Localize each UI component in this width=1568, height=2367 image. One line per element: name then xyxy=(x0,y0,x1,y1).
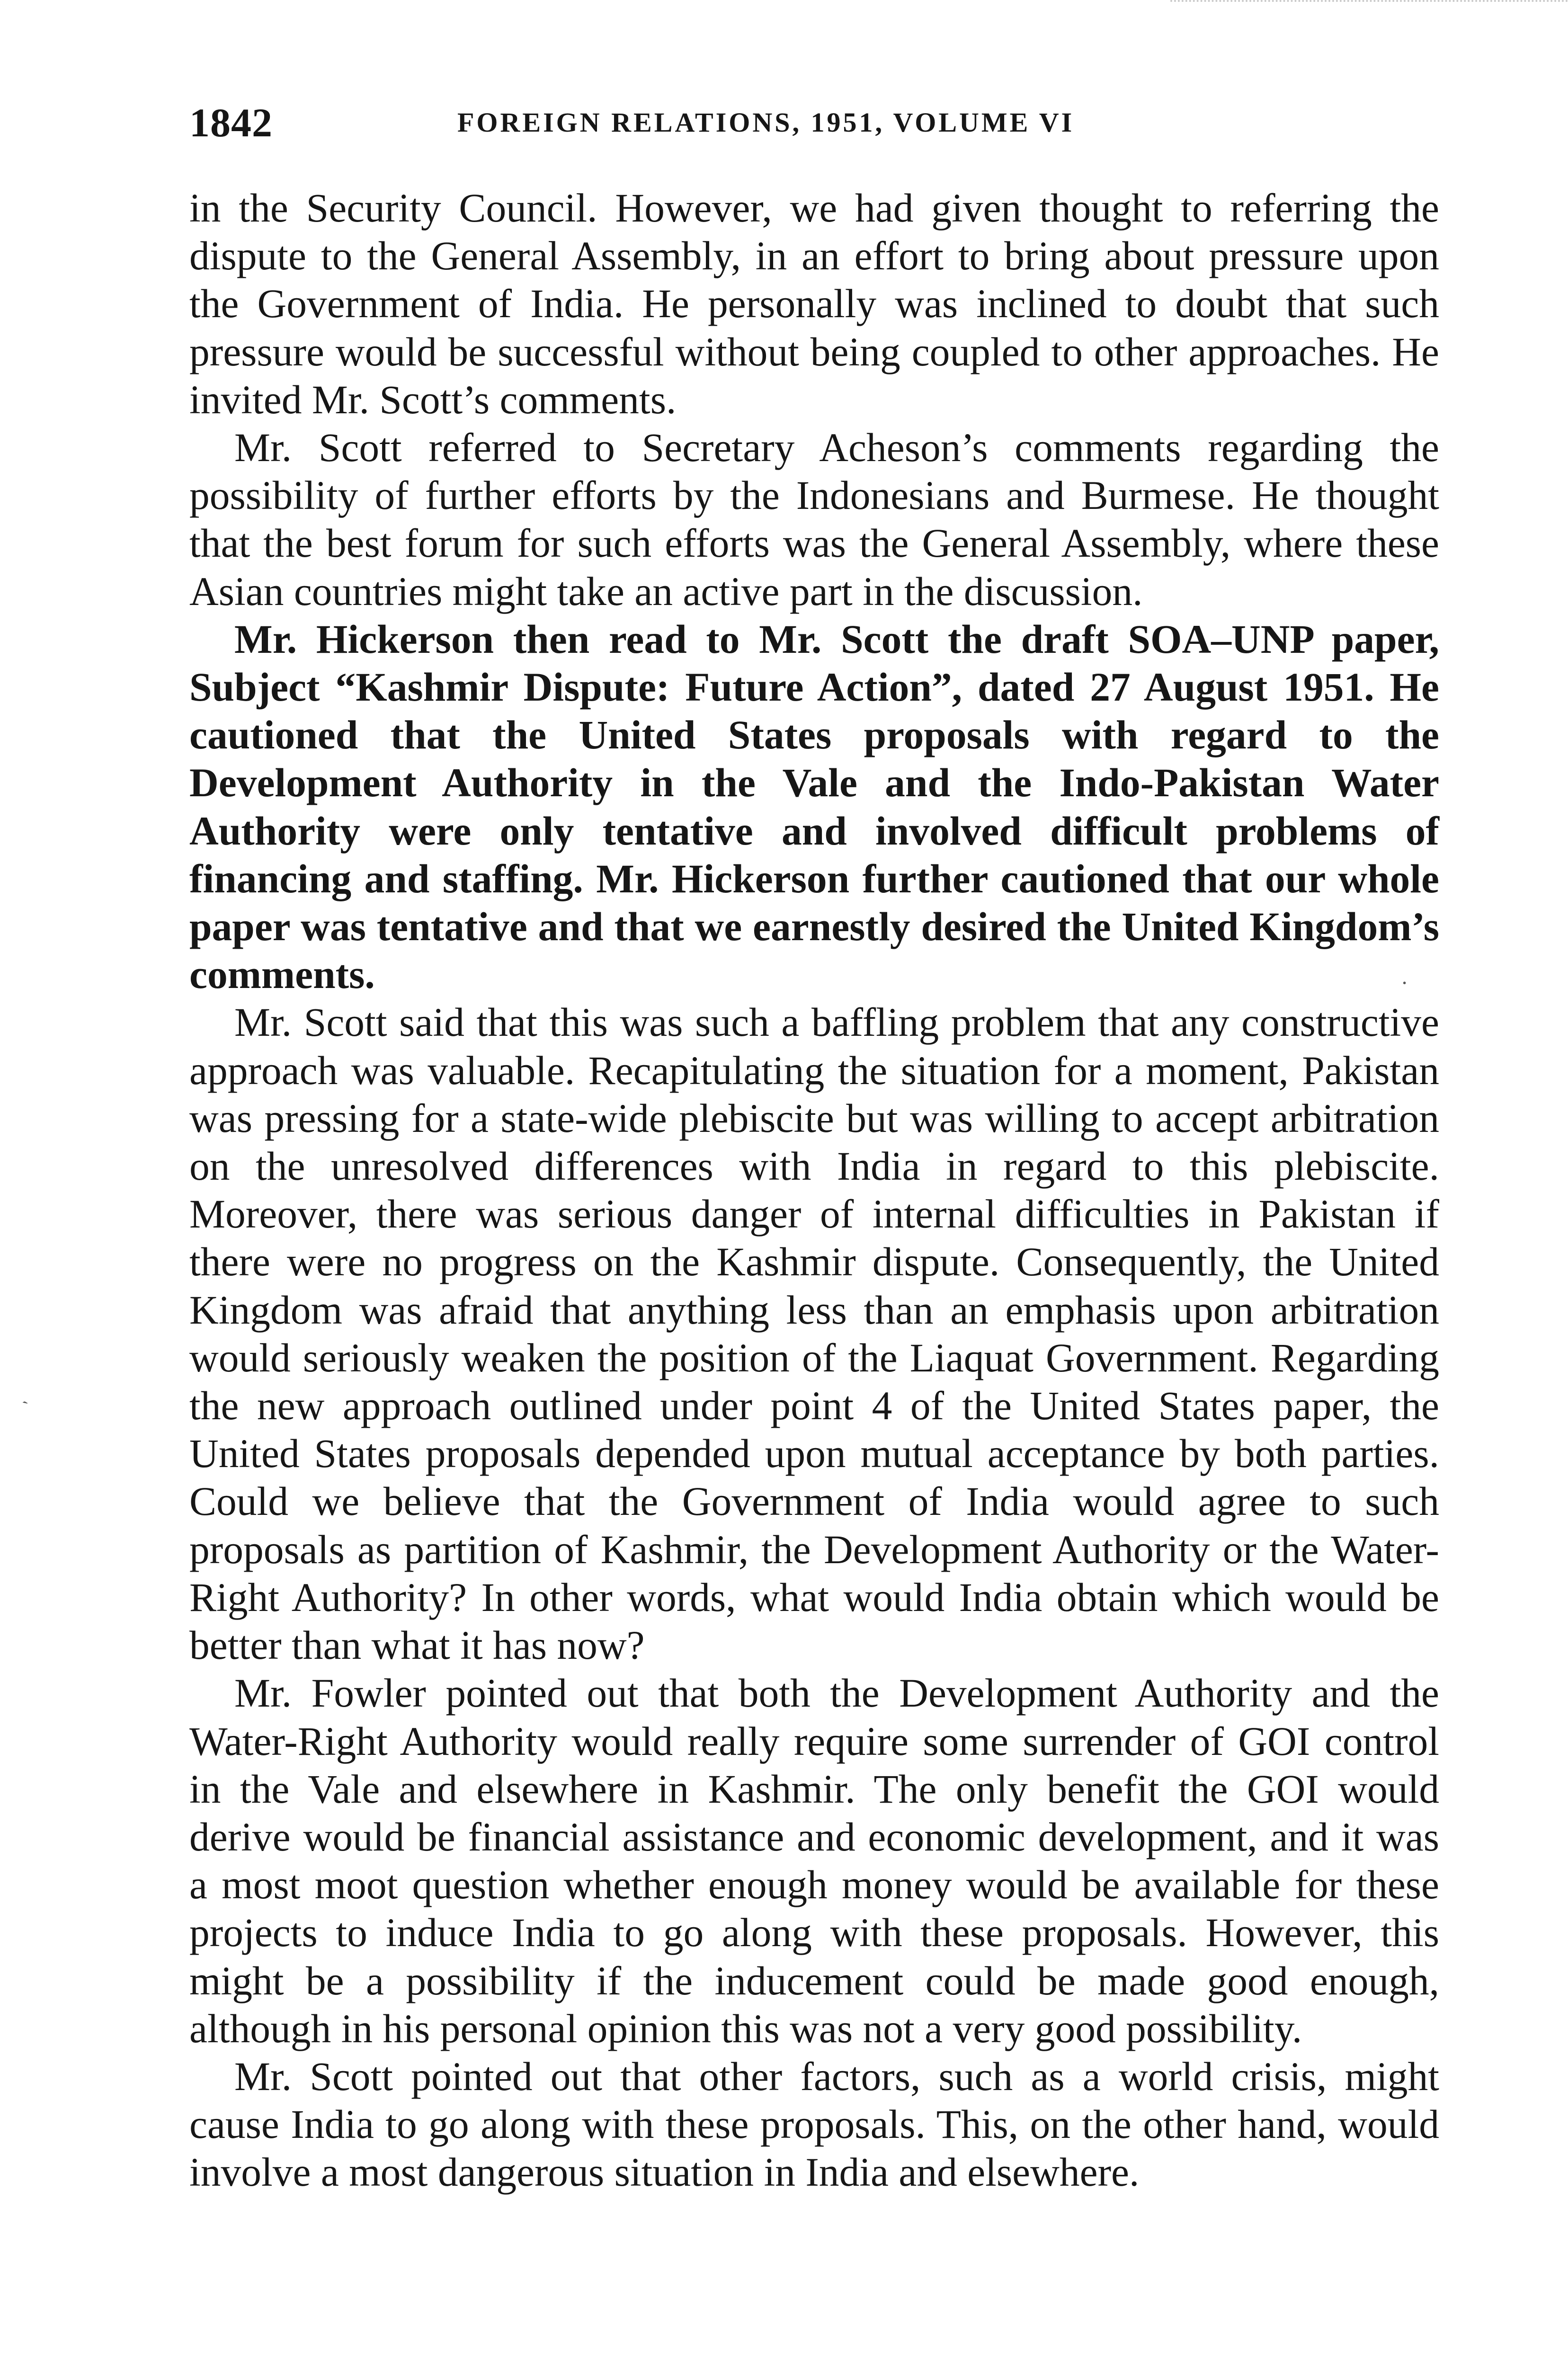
paragraph-scott-baffling: Mr. Scott said that this was such a baffling problem that any constructive approach was valuable. Recapitulating the situation for a moment, Pakistan was pressing for a state-wide plebiscite but was willing to accept arbitration on the unresolved differences with India in regard to this plebiscite. Moreover, there was serious danger of internal difficulties in Pakistan if there were no progress on the Kashmir dispute. Consequently, the United Kingdom was afraid that anything less than an emphasis upon arbitration would seriously weaken the position of the Liaquat Government. Regarding the new approach outlined under point 4 of the United States paper, the United States proposals depended upon mutual acceptance by both parties. Could we believe that the Government of India would agree to such proposals as partition of Kashmir, the Development Authority or the Water-Right Authority? In other words, what would India obtain which would be better than what it has now? xyxy=(189,1000,1439,1668)
running-head: FOREIGN RELATIONS, 1951, VOLUME VI xyxy=(457,107,1075,138)
paragraph-fowler: Mr. Fowler pointed out that both the Development Authority and the Water-Right Authority would really require some surrender of GOI control in the Vale and elsewhere in Kashmir. The only benefit the GOI would derive would be financial assistance and economic development, and it was a most moot question whether enough money would be available for these projects to induce India to go along with these proposals. However, this might be a possibility if the inducement could be made good enough, although in his personal opinion this was not a very good possibility. xyxy=(189,1671,1439,2051)
page-header xyxy=(189,95,1439,151)
paragraph-continued: in the Security Council. However, we had given thought to referring the dispute to the General Assembly, in an effort to bring about pressure upon the Government of India. He personally was inclined to doubt that such pressure would be successful without being coupled to other approaches. He invited Mr. Scott’s comments. xyxy=(189,186,1439,422)
scan-speck: · xyxy=(1401,971,1408,995)
body-text xyxy=(189,185,1439,2197)
paragraph-scott-acheson: Mr. Scott referred to Secretary Acheson’s comments regarding the possibility of further efforts by the Indonesians and Burmese. He thought that the best forum for such efforts was the General Assembly, where these Asian countries might take an active part in the discussion. xyxy=(189,426,1439,614)
paragraph-hickerson-draft: Mr. Hickerson then read to Mr. Scott the draft SOA–UNP paper, Subject “Kashmir Dispute: Future Action”, dated 27 August 1951. He cautioned that the United States proposals with regard to the Development Authority in the Vale and the Indo-Pakistan Water Authority were only tentative and involved difficult problems of financing and staffing. Mr. Hickerson further cautioned that our whole paper was tentative and that we earnestly desired the United Kingdom’s comments. xyxy=(189,617,1439,997)
paragraph-scott-world-crisis: Mr. Scott pointed out that other factors, such as a world crisis, might cause India to go along with these proposals. This, on the other hand, would involve a most dangerous situation in India and elsewhere. xyxy=(189,2054,1439,2195)
scan-edge-dots xyxy=(1170,0,1568,4)
scan-speck: ˎ xyxy=(13,1382,29,1406)
document-page xyxy=(189,95,1439,2195)
page-number: 1842 xyxy=(189,100,273,145)
